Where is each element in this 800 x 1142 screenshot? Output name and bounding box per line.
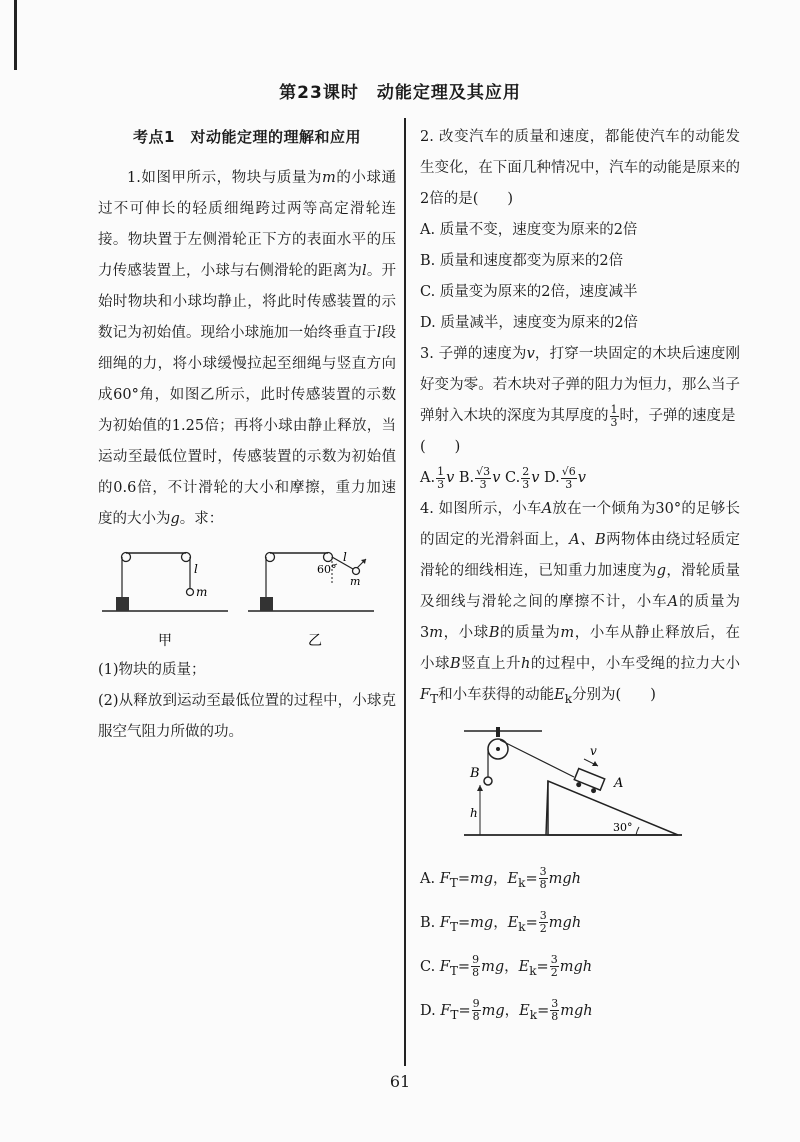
- page-number: 61: [389, 1072, 411, 1091]
- q3-option-a-label: A.: [420, 470, 436, 486]
- ek-tail: mgh: [559, 958, 593, 975]
- ek-tail: mgh: [548, 870, 581, 887]
- fig-h: h: [470, 805, 478, 820]
- q1-sub-1: (1)物块的质量；: [98, 662, 206, 678]
- fig-label-yi: 乙: [308, 633, 322, 649]
- q4-var-ek-sub: k: [564, 691, 573, 706]
- right-pulley-icon: [182, 553, 191, 562]
- frac-num: 3: [550, 953, 558, 967]
- ft-frac: [471, 954, 480, 979]
- q3-option-c-v: v: [531, 470, 540, 486]
- ft-sub: T: [450, 1007, 459, 1022]
- question-2: 2. 改变汽车的质量和速度，都能使汽车的动能发生变化，在下面几种情况中，汽车的动能是原来的2倍的是( ): [420, 129, 740, 207]
- ft-sub: T: [449, 919, 458, 934]
- q4-text-6: ，小球: [442, 625, 489, 641]
- ft: F: [439, 914, 450, 931]
- frac-num: √6: [561, 464, 576, 478]
- fig-label-jia: 甲: [158, 633, 172, 649]
- q4-option-c: C. $F_T=$ $\frac{9}{8}$ mg，$E_k=$ $\frac{3}{2}$ mgh: [420, 953, 593, 980]
- frac-num: √3: [476, 464, 491, 478]
- q4-var-ek: E: [554, 687, 565, 703]
- frac-num: 3: [551, 997, 559, 1011]
- q3-option-b-frac: [475, 466, 491, 491]
- right-column: [420, 122, 740, 1034]
- ek-sub: k: [518, 875, 526, 890]
- q4-var-ft-sub: T: [430, 691, 439, 706]
- question-3: [420, 339, 740, 432]
- frac-den: 2: [539, 922, 547, 936]
- ek-tail: mgh: [548, 914, 582, 931]
- left-pulley-icon: [266, 553, 275, 562]
- section-heading: 考点1 对动能定理的理解和应用: [133, 128, 361, 146]
- q4-var-m: m: [429, 625, 443, 641]
- q3-option-c-frac: [521, 466, 530, 491]
- figure-jia: [102, 553, 228, 650]
- q4-var-a2: A: [667, 594, 679, 610]
- q4-var-m2: m: [560, 625, 575, 641]
- fig-b: B: [470, 765, 480, 781]
- ek-tail: mgh: [560, 1002, 593, 1019]
- incline-diagram: [420, 723, 740, 851]
- q3-option-b-v: v: [492, 470, 501, 486]
- right-pulley-icon: [324, 553, 333, 562]
- fig-a: A: [614, 775, 624, 791]
- page-title: 第23课时 动能定理及其应用: [279, 83, 521, 103]
- q4-var-ab: A、B: [569, 532, 606, 548]
- q4-var-h: h: [521, 656, 531, 672]
- q1-text-5: 。求：: [179, 511, 224, 527]
- ball-b-icon: [484, 777, 492, 785]
- q3-option-b-label: B.: [458, 470, 475, 486]
- option-label: A.: [420, 870, 436, 887]
- q3-text-3: 时，子弹的速度是: [619, 408, 736, 424]
- q4-var-g: g: [656, 563, 667, 579]
- frac-den: 8: [472, 1010, 480, 1024]
- fig-yi-angle: 60°: [317, 563, 337, 576]
- ft-frac: [472, 998, 481, 1023]
- q4-text-7: 的质量为: [499, 625, 561, 641]
- q3-option-d-label: D.: [544, 470, 560, 486]
- ft-tail: mg: [481, 1002, 505, 1019]
- q2-option-c: C. 质量变为原来的2倍，速度减半: [420, 284, 638, 300]
- frac-den: 8: [551, 1010, 559, 1024]
- frac-den: 3: [565, 477, 573, 491]
- question-1: [98, 163, 396, 535]
- ek-sub: k: [529, 1007, 538, 1022]
- ball-icon: [353, 568, 360, 575]
- option-label: B.: [420, 914, 436, 931]
- frac-den: 8: [539, 878, 547, 892]
- ek: E: [507, 914, 519, 931]
- q3-text-1: 3. 子弹的速度为: [420, 346, 527, 362]
- q4-text-12: 分别为( ): [572, 687, 656, 703]
- q1-sub-2: (2)从释放到运动至最低位置的过程中，小球克服空气阻力所做的功。: [98, 693, 396, 740]
- q2-option-d: D. 质量减半，速度变为原来的2倍: [420, 315, 639, 331]
- q3-fraction: [610, 404, 619, 429]
- ft: F: [439, 958, 450, 975]
- q3-option-a-frac: [436, 466, 445, 491]
- q3-paren: ( ): [420, 439, 461, 455]
- q1-var-m: m: [322, 170, 336, 186]
- ft-val: mg: [470, 914, 494, 931]
- frac-den: 3: [437, 477, 445, 491]
- q4-text-5: 的质量为3: [420, 594, 741, 641]
- frac-num: 3: [539, 909, 547, 923]
- q4-text-11: 和小车获得的动能: [438, 687, 555, 703]
- figure-yi: [248, 550, 374, 649]
- q4-var-b2: B: [449, 656, 461, 672]
- ft-val: mg: [469, 870, 494, 887]
- figure-q4: [420, 723, 740, 851]
- q3-var-v: v: [526, 346, 535, 362]
- option-label: D.: [420, 1002, 436, 1019]
- ek-frac: [550, 998, 559, 1023]
- frac-num: 9: [472, 953, 480, 967]
- ball-icon: [187, 589, 194, 596]
- q1-text-3: 。开始时物块和小球均静止，将此时传感装置的示数记为初始值。现给小球施加一始终垂直于: [98, 263, 397, 341]
- frac-den: 3: [522, 477, 530, 491]
- q4-text-1: 4. 如图所示，小车: [420, 501, 542, 517]
- q1-text-1: 1.如图甲所示，物块与质量为: [127, 170, 323, 186]
- q1-var-g: g: [170, 511, 180, 527]
- figure-q1: [98, 541, 396, 653]
- q4-var-ft: F: [420, 687, 431, 703]
- q3-option-c-label: C.: [505, 470, 521, 486]
- left-pulley-icon: [122, 553, 131, 562]
- q2-option-b: B. 质量和速度都变为原来的2倍: [420, 253, 624, 269]
- q2-option-a: A. 质量不变，速度变为原来的2倍: [420, 222, 638, 238]
- fig-yi-m: m: [350, 575, 361, 588]
- fig-yi-l: l: [343, 550, 347, 564]
- ft-sub: T: [449, 963, 458, 978]
- left-column: [98, 122, 396, 748]
- ek-frac: [550, 954, 559, 979]
- frac-num: 9: [472, 997, 480, 1011]
- block-icon: [116, 597, 129, 611]
- frac-den: 2: [550, 966, 558, 980]
- q1-text-4: 段细绳的力，将小球缓慢拉起至细绳与竖直方向成60°角，如图乙所示，此时传感装置的示数为初始值的1.25倍；再将小球由静止释放，当运动至最低位置时，传感装置的示数为初始值的0.6倍，不计滑轮的大小和摩擦，重力加速度的大小为: [98, 325, 397, 527]
- ek-frac: [539, 866, 548, 891]
- q1-text-2: 的小球通过不可伸长的轻质细绳跨过两等高定滑轮连接。物块置于左侧滑轮正下方的表面水平的压力传感装置上，小球与右侧滑轮的距离为: [98, 170, 396, 279]
- q4-text-10: 的过程中，小车受绳的拉力大小: [530, 656, 741, 672]
- ft: F: [439, 870, 450, 887]
- q3-text-2: ，打穿一块固定的木块后速度刚好变为零。若木块对子弹的阻力为恒力，那么当子弹射入木块的深度为其厚度的: [420, 346, 740, 424]
- ek-sub: k: [529, 963, 537, 978]
- frac-num: 1: [610, 402, 618, 416]
- q4-text-3: 两物体由绕过轻质定滑轮的细线相连，已知重力加速度为: [420, 532, 740, 579]
- frac-num: 3: [539, 865, 547, 879]
- ft: F: [440, 1002, 451, 1019]
- fig-jia-l: l: [194, 562, 198, 576]
- frac-num: 1: [437, 464, 445, 478]
- question-4: [420, 494, 740, 715]
- q1-var-l: l: [362, 263, 367, 279]
- frac-den: 8: [472, 966, 480, 980]
- fig-angle: 30°: [613, 820, 633, 834]
- frac-den: 3: [479, 477, 487, 491]
- fig-jia-m: m: [196, 585, 208, 599]
- q4-text-9: 竖直上升: [460, 656, 521, 672]
- q4-var-b: B: [488, 625, 500, 641]
- q4-option-b: B. $F_T=mg$，$E_k=$ $\frac{3}{2}$ mgh: [420, 909, 582, 936]
- q3-option-d-v: v: [577, 470, 586, 486]
- q4-option-d: D. $F_T=$ $\frac{9}{8}$ mg，$E_k=$ $\frac{3}{8}$ mgh: [420, 997, 593, 1024]
- q4-text-4: ，滑轮质量及细线与滑轮之间的摩擦不计，小车: [420, 563, 741, 610]
- q4-text-2: 放在一个倾角为30°的足够长的固定的光滑斜面上，: [420, 501, 740, 548]
- q4-var-a: A: [541, 501, 553, 517]
- ek: E: [518, 958, 530, 975]
- ft-sub: T: [449, 875, 458, 890]
- frac-den: 3: [610, 415, 618, 429]
- q3-options: [420, 463, 740, 494]
- ek: E: [507, 870, 519, 887]
- fig-v: v: [590, 743, 597, 758]
- q4-text-8: ，小车从静止释放后，在小球: [420, 625, 741, 672]
- pulley-diagram: [98, 541, 396, 653]
- ft-tail: mg: [481, 958, 505, 975]
- q3-option-a-v: v: [446, 470, 455, 486]
- option-label: C.: [420, 958, 436, 975]
- block-icon: [260, 597, 273, 611]
- cart-a-icon: [572, 768, 605, 795]
- ek-sub: k: [518, 919, 526, 934]
- ek-frac: [539, 910, 548, 935]
- ek: E: [519, 1002, 530, 1019]
- binding-mark: [14, 0, 17, 70]
- q1-var-l2: l: [376, 325, 382, 341]
- frac-num: 2: [522, 464, 530, 478]
- column-divider: [404, 118, 406, 1066]
- q4-option-a: A. $F_T=mg$，$E_k=$ $\frac{3}{8}$ mgh: [420, 865, 581, 892]
- q3-option-d-frac: [561, 466, 577, 491]
